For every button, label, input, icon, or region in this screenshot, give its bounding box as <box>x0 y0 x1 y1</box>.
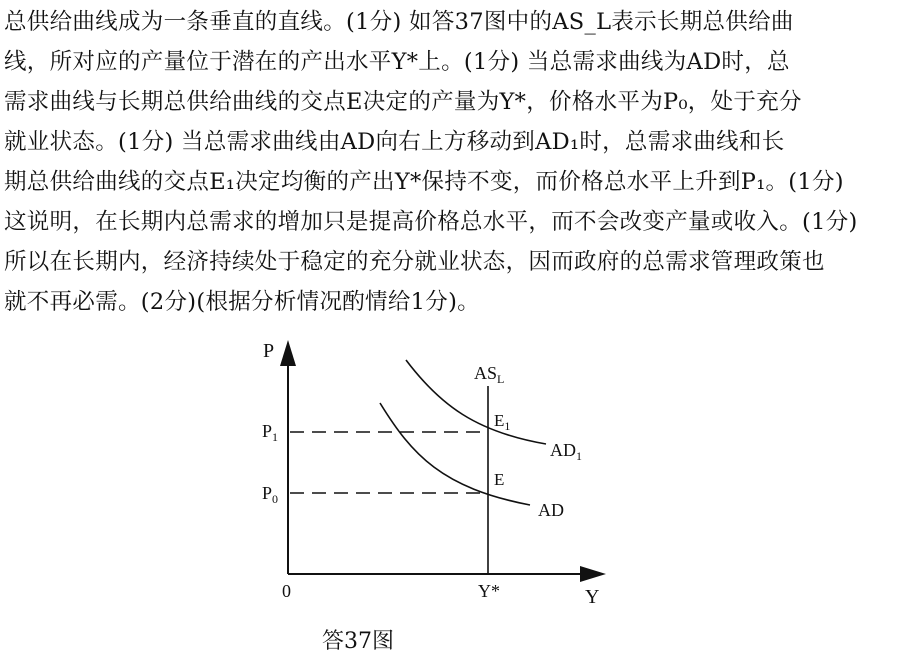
x-axis-arrow <box>580 566 606 582</box>
answer-paragraph <box>4 2 918 322</box>
p1-letter: P <box>262 421 273 441</box>
e1-point-label <box>494 411 510 433</box>
paragraph-line-3: 需求曲线与长期总供给曲线的交点E决定的产量为Y*，价格水平为P₀，处于充分 <box>4 89 802 115</box>
p1-subscript: 1 <box>272 430 279 444</box>
figure-caption: 答37图 <box>322 629 394 654</box>
asl-letters: AS <box>474 363 498 383</box>
asl-label <box>474 363 504 386</box>
paragraph-line-8: 就不再必需。(2分)(根据分析情况酌情给1分)。 <box>4 289 480 315</box>
y-axis-label: P <box>263 340 275 362</box>
figure-37 <box>240 330 620 624</box>
origin-label: 0 <box>282 581 291 601</box>
ad1-curve-label <box>550 440 582 463</box>
p0-tick-label <box>262 483 278 506</box>
e1-letter: E <box>494 411 505 430</box>
paragraph-line-6: 这说明，在长期内总需求的增加只是提高价格总水平，而不会改变产量或收入。(1分) <box>4 209 858 235</box>
ad1-subscript: 1 <box>576 449 582 463</box>
paragraph-line-4: 就业状态。(1分) 当总需求曲线由AD向右上方移动到AD₁时，总需求曲线和长 <box>4 129 785 155</box>
paragraph-line-1: 总供给曲线成为一条垂直的直线。(1分) 如答37图中的AS_L表示长期总供给曲 <box>4 9 794 35</box>
y-axis-arrow <box>280 340 296 366</box>
p0-subscript: 0 <box>272 492 279 506</box>
asl-subscript: L <box>497 372 505 386</box>
x-axis-label: Y <box>585 586 600 608</box>
economics-diagram <box>240 330 620 620</box>
e-point-label: E <box>494 470 505 489</box>
ad1-letters: AD <box>550 440 576 460</box>
paragraph-line-5: 期总供给曲线的交点E₁决定均衡的产出Y*保持不变，而价格总水平上升到P₁。(1分) <box>4 169 844 195</box>
ystar-tick-label: Y* <box>478 581 500 601</box>
ad-curve-label: AD <box>538 500 564 520</box>
p0-letter: P <box>262 483 273 503</box>
paragraph-line-7: 所以在长期内，经济持续处于稳定的充分就业状态，因而政府的总需求管理政策也 <box>4 249 825 275</box>
e1-subscript: 1 <box>504 419 511 433</box>
paragraph-line-2: 线，所对应的产量位于潜在的产出水平Y*上。(1分) 当总需求曲线为AD时，总 <box>4 49 790 75</box>
p1-tick-label <box>262 421 278 444</box>
